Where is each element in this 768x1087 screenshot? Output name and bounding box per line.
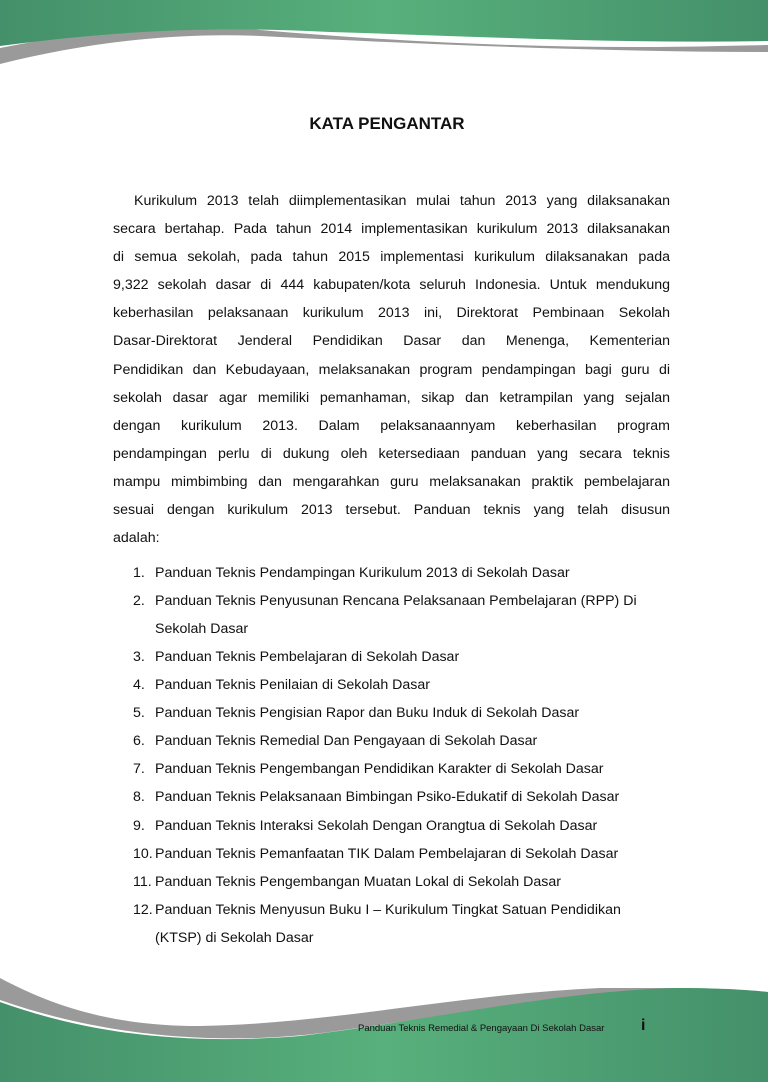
list-item (133, 676, 673, 694)
paragraph-line: mampu mimbimbing dan mengarahkan guru melaksanakan praktik pembelajaran (113, 474, 670, 490)
list-text: Panduan Teknis Pendampingan Kurikulum 2013 di Sekolah Dasar (155, 565, 570, 581)
list-number: 6. (133, 733, 145, 749)
paragraph-line: dengan kurikulum 2013. Dalam pelaksanaannyam keberhasilan program (113, 418, 670, 434)
list-number: 7. (133, 761, 145, 777)
list-text: Panduan Teknis Pembelajaran di Sekolah Dasar (155, 649, 460, 665)
list-number: 9. (133, 818, 145, 834)
list-item (133, 901, 673, 919)
paragraph-line: sesuai dengan kurikulum 2013 tersebut. Panduan teknis yang telah disusun (113, 502, 670, 518)
paragraph-line: pendampingan perlu di dukung oleh ketersediaan panduan yang secara teknis (113, 446, 670, 462)
list-number: 1. (133, 565, 145, 581)
footer-title: Panduan Teknis Remedial & Pengayaan Di Sekolah Dasar (358, 1023, 605, 1034)
list-number: 4. (133, 677, 145, 693)
list-text: Panduan Teknis Interaksi Sekolah Dengan Orangtua di Sekolah Dasar (155, 818, 598, 834)
list-text-continued: (KTSP) di Sekolah Dasar (155, 930, 314, 946)
list-number: 5. (133, 705, 145, 721)
list-text: Panduan Teknis Pelaksanaan Bimbingan Psiko-Edukatif di Sekolah Dasar (155, 789, 620, 805)
list-number: 11. (133, 874, 152, 890)
list-text: Panduan Teknis Penyusunan Rencana Pelaksanaan Pembelajaran (RPP) Di (155, 593, 637, 609)
list-text: Panduan Teknis Pengembangan Pendidikan Karakter di Sekolah Dasar (155, 761, 604, 777)
list-text: Panduan Teknis Remedial Dan Pengayaan di Sekolah Dasar (155, 733, 538, 749)
list-item (133, 817, 673, 835)
list-number: 2. (133, 593, 145, 609)
list-number: 12. (133, 902, 153, 918)
paragraph-line: Dasar-Direktorat Jenderal Pendidikan Dasar dan Menenga, Kementerian (113, 333, 670, 349)
list-item (133, 760, 673, 778)
list-item (133, 648, 673, 666)
list-item (133, 564, 673, 582)
paragraph-line: secara bertahap. Pada tahun 2014 implementasikan kurikulum 2013 dilaksanakan (113, 221, 670, 237)
paragraph-line: keberhasilan pelaksanaan kurikulum 2013 ini, Direktorat Pembinaan Sekolah (113, 305, 670, 321)
list-text-continued: Sekolah Dasar (155, 621, 249, 637)
page-title: KATA PENGANTAR (309, 114, 465, 133)
list-number: 3. (133, 649, 145, 665)
header-wave (0, 0, 768, 70)
list-number: 8. (133, 789, 145, 805)
list-text: Panduan Teknis Pengisian Rapor dan Buku Induk di Sekolah Dasar (155, 705, 580, 721)
list-text: Panduan Teknis Menyusun Buku I – Kurikulum Tingkat Satuan Pendidikan (155, 902, 621, 918)
list-item (133, 704, 673, 722)
paragraph-line: 9,322 sekolah dasar di 444 kabupaten/kota seluruh Indonesia. Untuk mendukung (113, 277, 670, 293)
page-number: i (641, 1017, 646, 1034)
list-item (133, 732, 673, 750)
list-item (133, 845, 673, 863)
paragraph-line: Kurikulum 2013 telah diimplementasikan mulai tahun 2013 yang dilaksanakan (134, 193, 670, 209)
list-text: Panduan Teknis Pemanfaatan TIK Dalam Pembelajaran di Sekolah Dasar (155, 846, 619, 862)
list-item (133, 592, 673, 610)
list-item (133, 788, 673, 806)
paragraph-line: di semua sekolah, pada tahun 2015 implementasi kurikulum dilaksanakan pada (113, 249, 670, 265)
list-item (133, 873, 673, 891)
list-text: Panduan Teknis Pengembangan Muatan Lokal di Sekolah Dasar (155, 874, 561, 890)
list-text: Panduan Teknis Penilaian di Sekolah Dasar (155, 677, 430, 693)
paragraph-line: Pendidikan dan Kebudayaan, melaksanakan program pendampingan bagi guru di (113, 362, 670, 378)
paragraph-line: adalah: (113, 530, 160, 546)
list-number: 10. (133, 846, 153, 862)
paragraph-line: sekolah dasar agar memiliki pemanhaman, sikap dan ketrampilan yang sejalan (113, 390, 670, 406)
